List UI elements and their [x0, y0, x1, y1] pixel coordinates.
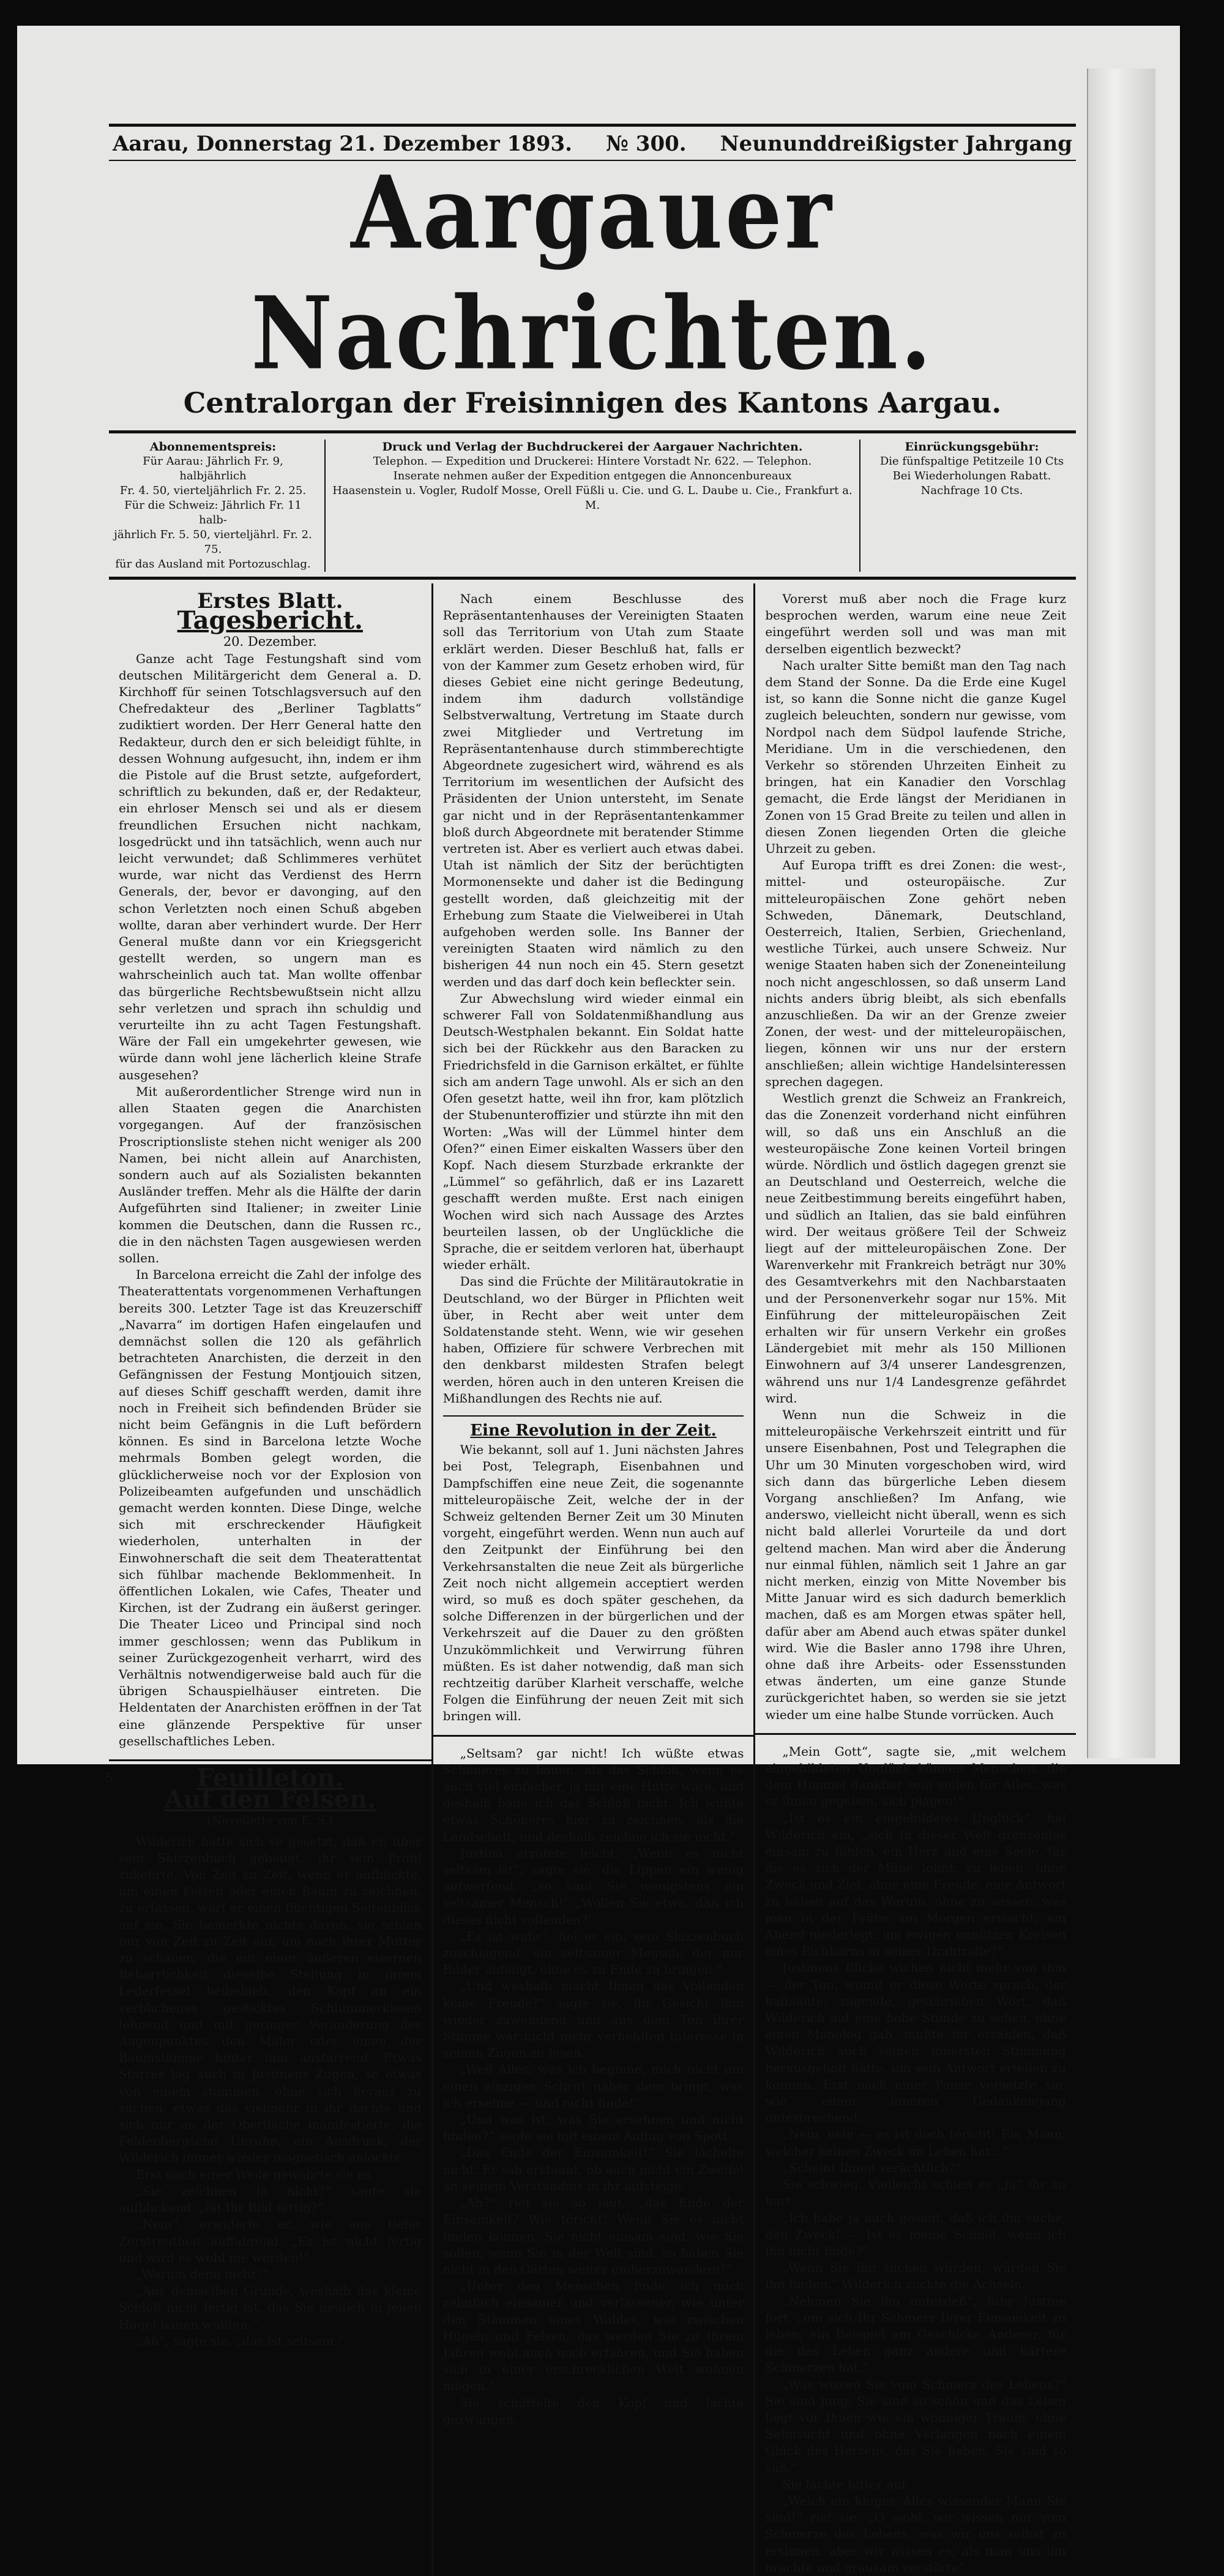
- story-paragraph: Justinens Blicke wichen nicht mehr von ihm — der Ton, womit er diese Worte sprach, der halblaute, zagende, geschrieben Wort, daß Wilderich auf eine hohe Stunde zu sehen, ohne einen Monolog gab, mußte ihr erzählen, daß Wilderich auch seinen innersten Stimmung herausgeholt hätte, um sein Antwort erteilen zu können. Erst nach einer Pause versetzte sie, wie einen inneren Gedankengang unterbrechend:: [765, 1960, 1066, 2125]
- story-paragraph: „Welch ein kluger, Alles wissender Mann Sie sind!“ rief sie. „O wohl, wir wissen nur vom Schmerze des Lebens, was wir uns selbst zu ersinnen, aber wir wissen es, als man uns ihn brachte und grausam zerstörte“: [765, 2493, 1066, 2575]
- advert-fee-line: Nachfrage 10 Cts.: [920, 484, 1023, 497]
- story-paragraph: Justina errötete leicht. „Wenn es nicht seltsam ist“, sagte sie, die Lippen ein wenig aufwerfend, „so sind Sie wenigstens ein seltsamer Mensch!“ „Wollen Sie etwa, daß ich dieses nicht vollenden?“: [442, 1845, 744, 1927]
- story-paragraph: „Unter den Menschen finde ich mich zehnfach einsamer und verlassener, wie unter den Stämmen eines Waldes, wie zwischen Hügeln und Felsen; das werden Sie zu Ihrem Jahren wohl auch noch erfahren, und Sie haben sich in einer erschrecklichen Welt wohnen mögen.“: [442, 2278, 744, 2394]
- story-title: Auf den Felsen.: [164, 1785, 376, 1814]
- text-columns: [105, 583, 1076, 2575]
- edition-label: Erstes Blatt.: [197, 589, 343, 613]
- feuilleton-divider: [433, 1735, 754, 1737]
- page-content: [105, 124, 1076, 2575]
- advert-fee-heading: Einrückungsgebühr:: [905, 440, 1039, 454]
- story-paragraph: Sie lachte bitter auf.: [782, 2476, 910, 2492]
- article-title-revolution: Eine Revolution in der Zeit.: [470, 1421, 717, 1440]
- story-paragraph: Wilderich hatte sich so gesetzt, daß er, über sein Skizzenbuch gebeugt, ihr sein Profil zukehrte. Von Zeit zu Zeit, wenn er aufblickte, um einen Felsen oder einen Baum zu zeichnen, zu erfassen, warf er einen flüchtigen Seitenblick auf sie. Sie bemerkte nichts davon, sie schien nur von Zeit zu Zeit auf, um nach ihrer Mutter zu schauen, die mit einer äußeren eisernen Beharrlichkeit dieselbe Stellung in ihrem Lederfessel beibehielt, den Kopf an ein verblichenes gesticktes Schlummerkissen lehnend und mit geringer Veränderung des Augenpunktes den Maler oder einen der Baumstämme hinter ihm anstarrend. Etwas Starres lag auch in Justinens Zügen, so etwas von einem stummen, ohne sich heraus zu suchen, etwas das vielmehr in ihr dachte und sich nur an der Oberfläche manifestierte, die Feldenbergsche Unruhe, ein Ausdruck, der Wilderich immer wieder magnetisch anlockte.: [119, 1833, 422, 2165]
- infobar: [109, 433, 1076, 577]
- article-paragraph: Auf Europa trifft es drei Zonen: die west-, mittel- und osteuropäische. Zur mitteleuropäischen Zone gehört neben Schweden, Dänemark, Deutschland, Oesterreich, Italien, Serbien, Griechenland, westliche Türkei, auch unsere Schweiz. Nur wenige Staaten haben sich der Zoneneinteilung noch nicht angeschlossen, so daß unserm Land nichts anders übrig bleibt, als sich ebenfalls anzuschließen. Da wir an der Grenze zweier Zonen, der west- und der mitteleuropäischen, liegen, können wir uns nur der erstern anschließen; allein wichtige Handelsinteressen sprechen dagegen.: [765, 858, 1066, 1089]
- article-paragraph: Ganze acht Tage Festungshaft sind vom deutschen Militärgericht dem General a. D. Kirchhoff für seinen Totschlagsversuch auf den Chefredakteur des „Berliner Tagblatts“ zudiktiert worden. Der Herr General hatte den Redakteur, durch den er sich beleidigt fühlte, in dessen Wohnung aufgesucht, ihn, indem er ihm die Pistole auf die Brust setzte, aufgefordert, schriftlich zu bekunden, daß er, der Redakteur, ein ehrloser Mensch sei und als er diesem freundlichen Ersuchen nicht nachkam, losgedrückt und ihn tatsächlich, wenn auch nur leicht verwundet; daß Schlimmeres verhütet wurde, war nicht das Verdienst des Herrn Generals, der, bevor er davonging, auf den schon Verletzten noch einen Schuß abgeben wollte, daran aber verhindert wurde. Der Herr General mußte dann vor ein Kriegsgericht gestellt werden, so ungern man es wahrscheinlich auch tat. Man wollte offenbar das bürgerliche Rechtsbewußtsein nicht allzu sehr verletzen und sprach ihn schuldig und verurteilte ihn zu acht Tagen Festungshaft. Wäre der Fall ein umgekehrter gewesen, wie würde dann wohl jene lächerlich kleine Strafe ausgesehen?: [119, 651, 422, 1082]
- story-paragraph: „Es ist wahr“, fiel er ein, sein Skizzenbuch zuschlagend, ein seltsamer Mensch, der nur Bilder anfängt, ohne es zu Ende zu bringen.“: [442, 1928, 744, 1977]
- subscription-box: [109, 440, 317, 572]
- story-paragraph: „Weil Alles, was ich beginne, mich nicht um einen einzigen Schritt näher dem bringt, was ich ersehne — und nicht finde!“: [442, 2062, 744, 2110]
- subscription-heading: Abonnementspreis:: [149, 440, 277, 454]
- story-paragraph: Sie schüttelte den Kopf und lachte gezwungen.: [442, 2395, 744, 2427]
- margin-mark: 5: [105, 1770, 113, 1786]
- story-paragraph: Erst nach einer Weile gewahrte sie es.: [136, 2166, 375, 2182]
- subscription-line: Für Aarau: Jährlich Fr. 9, halbjährlich: [143, 455, 283, 482]
- story-paragraph: „Warum denn nicht?“: [136, 2266, 269, 2282]
- article-paragraph: Vorerst muß aber noch die Frage kurz besprochen werden, warum eine neue Zeit eingeführt werden soll und was man mit derselben eigentlich bezweckt?: [765, 591, 1066, 656]
- column-3: [753, 583, 1076, 2576]
- story-paragraph: „Seltsam? gar nicht! Ich wüßte etwas Schöneres zu bauen, als das Schloß, wenn es auch viel einfacher, ja nur eine Hütte wäre, und deshalb baue ich das Schloß nicht. Ich wüßte etwas Schöneres hier zu zeichnen, als die Landschaft, und deshalb zeichne ich sie nicht.“: [442, 1745, 744, 1844]
- story-paragraph: „Ich habe ja auch gesagt, daß ich ihn suche, den Zweck! — Ist es meine Schuld, wenn ich ihn nicht finde?“: [765, 2210, 1066, 2258]
- article-paragraph: Nach einem Beschlusse des Repräsentantenhauses der Vereinigten Staaten soll das Territorium von Utah zum Staate erklärt werden. Dieser Beschluß hat, falls er von der Kammer zum Gesetz erhoben wird, für dieses Gebiet eine nicht geringe Bedeutung, indem ihm dadurch vollständige Selbstverwaltung, Vertretung im Staate durch zwei Mitglieder und Vertretung im Repräsentantenhause durch stimmberechtigte Abgeordnete zugesichert wird, während es als Territorium im wesentlichen der Aufsicht des Präsidenten der Union untersteht, im Senate gar nicht und in der Repräsentantenkammer bloß durch Abgeordnete mit beratender Stimme vertreten ist. Aber es verliert auch etwas dabei. Utah ist nämlich der Sitz der berüchtigten Mormonensekte und daher ist die Bedingung gestellt worden, daß gleichzeitig mit der Erhebung zum Staate die Vielweiberei in Utah aufgehoben werden solle. Ins Banner der vereinigten Staaten wird nämlich zu den bisherigen 44 nun noch ein 45. Stern gesetzt werden und das darf doch kein befleckter sein.: [442, 591, 744, 989]
- publisher-box: [324, 440, 860, 572]
- story-paragraph: „Ist es ein eingebildetes Unglück“, fiel Wilderich ein, „sich in dieser Welt grenzenlos einsam zu fühlen, ein Herz und eine Seele, für die es sich der Mühe lohnt, zu leben, ohne Zweck und Ziel, ohne eine Freude, eine Antwort zu haben auf das Warum, ohne zu wissen, was man in der Frühe am Morgen erwacht, am Abend niederlegt, um ewigen unnützen Kreisen eines Eichhorns in seiner Drahtrolle?“: [765, 1810, 1066, 1959]
- story-paragraph: „Das Ende der Einsamkeit!“ Sie lächelte nicht. Er sah erstaunt, ob auch nicht ein Zweifel an seinem Verständnis in ihr aufsteige.: [442, 2145, 744, 2193]
- article-paragraph: Zur Abwechslung wird wieder einmal ein schwerer Fall von Soldatenmißhandlung aus Deutsch-Westphalen bekannt. Ein Soldat hatte sich bei der Rückkehr aus den Baracken zu Friedrichsfeld in die Garnison erkältet, er fühlte sich am andern Tage unwohl. Als er sich an den Ofen gesetzt hatte, weil ihn fror, kam plötzlich der Stubenunteroffizier und stürzte ihn mit den Worten: „Was will der Lümmel hinter dem Ofen?“ einen Eimer eiskalten Wassers über den Kopf. Nach diesem Sturzbade erkrankte der „Lümmel“ so gefährlich, daß er ins Lazarett geschafft werden mußte. Erst nach einigen Wochen wird sich nach Aussage des Arztes beurteilen lassen, ob der Unglückliche die Sprache, die er seitdem verloren hat, überhaupt wieder erhält.: [442, 990, 744, 1273]
- article-paragraph: Nach uralter Sitte bemißt man den Tag nach dem Stand der Sonne. Da die Erde eine Kugel ist, so kann die Sonne nicht die ganze Kugel zugleich beleuchten, sondern nur gewisse, vom Nordpol nach dem Südpol laufende Striche, Meridiane. Um in die verschiedenen, den Verkehr so störenden Uhrzeiten Einheit zu bringen, hat ein Kanadier den Vorschlag gemacht, die Erde längst der Meridianen in Zonen von 15 Grad Breite zu teilen und allen in diesen Zonen liegenden Orten die gleiche Uhrzeit zu geben.: [765, 657, 1066, 856]
- report-date: 20. Dezember.: [223, 634, 317, 650]
- story-paragraph: „Mein Gott“, sagte sie, „mit welchem eingebildeten Unglück können Menschen, die dem Himmel dankbar sein sollen für Alles, was er ihnen gegeben, sich plagen!“: [765, 1743, 1066, 1809]
- newspaper-page: [17, 26, 1180, 2575]
- story-paragraph: „Und was ist, was Sie ersehnen und nicht finden?“ sagte sie mit einem Anflug von Spott.: [442, 2112, 744, 2144]
- publisher-heading: Druck und Verlag der Buchdruckerei der Aargauer Nachrichten.: [382, 440, 803, 454]
- article-paragraph: Westlich grenzt die Schweiz an Frankreich, das die Zonenzeit vorderhand nicht einführen will, so daß uns ein Anschluß an die westeuropäische Zone keinen Vorteil bringen würde. Nördlich und östlich dagegen grenzt sie an Deutschland und Oesterreich, welche die neue Zeitbestimmung bereits eingeführt haben, und südlich an Italien, das sie bald einführen wird. Der weitaus größere Teil der Schweiz liegt auf der mitteleuropäischen Zone. Der Warenverkehr mit Frankreich beträgt nur 30% des Gesamtverkehrs mit den Nachbarstaaten und der Personenverkehr sogar nur 15%. Mit Einführung der mitteleuropäischen Zeit erhalten wir für unsern Verkehr ein großes Ländergebiet mit mehr als 150 Millionen Einwohnern auf 3/4 unserer Landesgrenzen, während uns nur 1/4 Landesgrenze gefährdet wird.: [765, 1091, 1066, 1406]
- column-2: [431, 583, 754, 2576]
- advert-fee-box: [868, 440, 1076, 572]
- story-paragraph: „Und weshalb macht Ihnen das Vollenden keine Freude?“ sagte sie, ihr Gesicht ihm wieder zuwendend und aus dem Ton ihrer Stimme war nicht mehr verhehlten Interesse in seinen Zügen zu lesen.: [442, 1979, 744, 2061]
- story-paragraph: „Was wissen Sie vom Schmerz des Lebens?“ Sie sind jung, Sie sind so schön und das Leben liegt vor Ihnen wie ein wonniger Traum, ohne Sehnsucht und ohne Verlangen nach einem Glück des Herzens, das Sie haben, Sie sind so süß.“: [765, 2376, 1066, 2475]
- advert-fee-line: Die fünfspaltige Petitzeile 10 Cts: [879, 455, 1064, 468]
- story-paragraph: „Wenn Sie ihn suchen würden, würden Sie ihn finden.“ Wilderich zuckte die Achseln.: [765, 2260, 1066, 2292]
- story-paragraph: „Ah“, sagte sie, „das ist seltsam.“: [136, 2333, 345, 2348]
- feuilleton-divider: [755, 1733, 1076, 1735]
- infobar-bottom-rule: [109, 577, 1076, 580]
- column-1: [105, 583, 431, 2576]
- publisher-line: Telephon. — Expedition und Druckerei: Hintere Vorstadt Nr. 622. — Telephon.: [373, 455, 812, 468]
- volume-year: Neununddreißigster Jahrgang: [720, 132, 1072, 156]
- story-paragraph: „Nein“, erwiderte er, wie aus tiefer Zerstreutheit auffahrend. „Es ist nicht fertig und wird es wohl nie werden!“: [119, 2217, 422, 2265]
- issue-number: № 300.: [606, 132, 687, 156]
- subscription-line: Für die Schweiz: Jährlich Fr. 11 halb-: [124, 499, 302, 526]
- story-paragraph: „Scheint Ihnen verächtlich?“: [782, 2160, 962, 2175]
- masthead-subtitle: Centralorgan der Freisinnigen des Kantons Aargau.: [183, 386, 1002, 419]
- publisher-line: Inserate nehmen außer der Expedition entgegen die Annoncenbureaux: [393, 470, 792, 482]
- advert-fee-line: Bei Wiederholungen Rabatt.: [892, 470, 1051, 482]
- story-byline: (Novellette von E. S.): [207, 1814, 334, 1828]
- dateline-place-date: Aarau, Donnerstag 21. Dezember 1893.: [113, 132, 573, 156]
- masthead-title: Aargauer Nachrichten.: [251, 154, 934, 392]
- publisher-line: Haasenstein u. Vogler, Rudolf Mosse, Orell Füßli u. Cie. und G. L. Daube u. Cie., Frankfurt a. M.: [332, 484, 853, 512]
- article-paragraph: Das sind die Früchte der Militärautokratie in Deutschland, wo der Bürger in Pflichten weit über, in Recht aber weit unter dem Soldatenstande steht. Wenn, wie wir gesehen haben, Offiziere für schwere Verbrechen mit den denkbarst mildesten Strafen belegt werden, hören auch in den unteren Kreisen die Mißhandlungen des Rechts nie auf.: [442, 1274, 744, 1406]
- subscription-line: für das Ausland mit Portozuschlag.: [115, 558, 311, 571]
- article-paragraph: In Barcelona erreicht die Zahl der infolge des Theaterattentats vorgenommenen Verhaftungen bereits 300. Letzter Tage ist das Kreuzerschiff „Navarra“ im dortigen Hafen eingelaufen und demnächst sollen die 120 als gefährlich betrachteten Anarchisten, die derzeit in den Gefängnissen der Festung Montjouich sitzen, auf dieses Schiff geschafft werden, damit ihre noch in Freiheit sich befindenden Brüder sie nicht beim Gefängnis in die Luft befördern können. Es sind in Barcelona letzte Woche mehrmals Bomben gelegt worden, die glücklicherweise noch vor der Explosion von Polizeibeamten aufgefunden und unschädlich gemacht werden konnten. Diese Dinge, welche sich mit erschreckender Häufigkeit wiederholen, unterhalten in der Einwohnerschaft die seit dem Theaterattentat sich fühlbar machende Beklommenheit. In öffentlichen Lokalen, wie Cafes, Theater und Kirchen, ist der Zudrang ein äußerst geringer. Die Theater Liceo und Principal sind noch immer geschlossen; wenn das Publikum in seiner Zurückgezogenheit verharrt, wird des Verhältnis notwendigerweise bald auch für die übrigen Schauspielhäuser eintreten. Die Heldentaten der Anarchisten eröffnen in der Tat eine glänzende Perspektive für unser gesellschaftliches Leben.: [119, 1267, 422, 1748]
- section-title-tagesbericht: Tagesbericht.: [177, 606, 363, 635]
- subscription-line: jährlich Fr. 5. 50, vierteljährl. Fr. 2. 75.: [114, 528, 312, 556]
- story-paragraph: „Sie zeichnen ja nicht?“ sagte sie aufblickend. „Ist Ihr Bild fertig?“: [119, 2183, 422, 2215]
- story-paragraph: „Ah?“ rief sie so laut, „das Ende der Einsamkeit? Wie töricht! Wenn Sie es nicht finden können, Sie nicht einsam sind, wie Sie sollen, wenn Sie in der Welt sind, so haben Sie nicht in den Gärten weiter umherzuwandern!“: [442, 2195, 744, 2277]
- story-paragraph: „Nein, nein — es ist doch töricht! Ein Mann, welcher keinen Zweck im Leben hat...“: [765, 2127, 1066, 2159]
- section-title-feuilleton: Feuilleton.: [196, 1764, 344, 1793]
- article-paragraph: Wenn nun die Schweiz in die mitteleuropäische Verkehrszeit eintritt und für unsere Eisenbahnen, Post und Telegraphen die Uhr um 30 Minuten vorgeschoben wird, wird sich dann das bürgerliche Leben diesem Vorgang anschließen? Im Anfang, wie anderswo, vielleicht nicht überall, wenn es sich nicht bald allerlei Vorurteile da und dort geltend machen. Man wird aber die Änderung nur einmal fühlen, nämlich seit 1 Jahre an gar nicht merken, einzig von Mitte November bis Mitte Januar wird es sich dadurch bemerklich machen, daß es am Morgen etwas später hell, dafür aber am Abend auch etwas später dunkel wird. Wie die Basler anno 1798 ihre Uhren, ohne daß ihre Arbeits- oder Essensstunden etwas änderten, um eine ganze Stunde zurückgerichtet haben, so werden sie sie jetzt wieder um eine halbe Stunde vorrücken. Auch: [765, 1407, 1066, 1722]
- article-divider: [443, 1415, 744, 1417]
- story-paragraph: „Nehmen Sie ihn unterdeß“, fuhr Justine fort, „um sich Ihr Schmerz Ihrer Einsamkeit zu leben, ein Beispiel am Geschicke Anderer, für die das Leben ganz andere und härtere Schmerzen hat.“: [765, 2293, 1066, 2375]
- page-edge-strip: [1087, 69, 1155, 1758]
- story-paragraph: „Aus demselben Grunde, weshalb das kleine Schloß nicht fertig ist, das Sie neulich in jenen Hügel bauen wollten.“: [119, 2283, 422, 2332]
- story-paragraph: Sie schwieg. Vielleicht schien es „Ja“ ihr zu hart.: [765, 2177, 1066, 2209]
- subscription-line: Fr. 4. 50, vierteljährlich Fr. 2. 25.: [119, 484, 307, 497]
- feuilleton-divider: [109, 1759, 431, 1761]
- article-paragraph: Mit außerordentlicher Strenge wird nun in allen Staaten gegen die Anarchisten vorgegangen. Auf der französischen Proscriptionsliste stehen nicht weniger als 200 Namen, bei nicht allein auf Anarchisten, sondern auch auf als Sozialisten bekannten Ausländer treffen. Mehr als die Hälfte der darin Aufgeführten sind Italiener; in zweiter Linie kommen die Deutschen, dann die Russen rc., die in den nächsten Tagen ausgewiesen werden sollen.: [119, 1084, 422, 1265]
- article-paragraph: Wie bekannt, soll auf 1. Juni nächsten Jahres bei Post, Telegraph, Eisenbahnen und Dampfschiffen eine neue Zeit, die sogenannte mitteleuropäische Zeit, welche der in der Schweiz geltenden Berner Zeit um 30 Minuten vorgeht, eingeführt werden. Wenn nun auch auf den Zeitpunkt der Einführung bei den Verkehrsanstalten die neue Zeit als bürgerliche Zeit noch nicht allgemein acceptiert werden wird, so muß es doch später geschehen, da solche Differenzen in der bürgerlichen und der Verkehrszeit auf die Dauer zu den größten Unzukömmlichkeit und Verwirrung führen müßten. Es ist daher notwendig, daß man sich rechtzeitig darüber Klarheit verschaffe, welche Folgen die Einführung der neuen Zeit mit sich bringen will.: [442, 1442, 744, 1724]
